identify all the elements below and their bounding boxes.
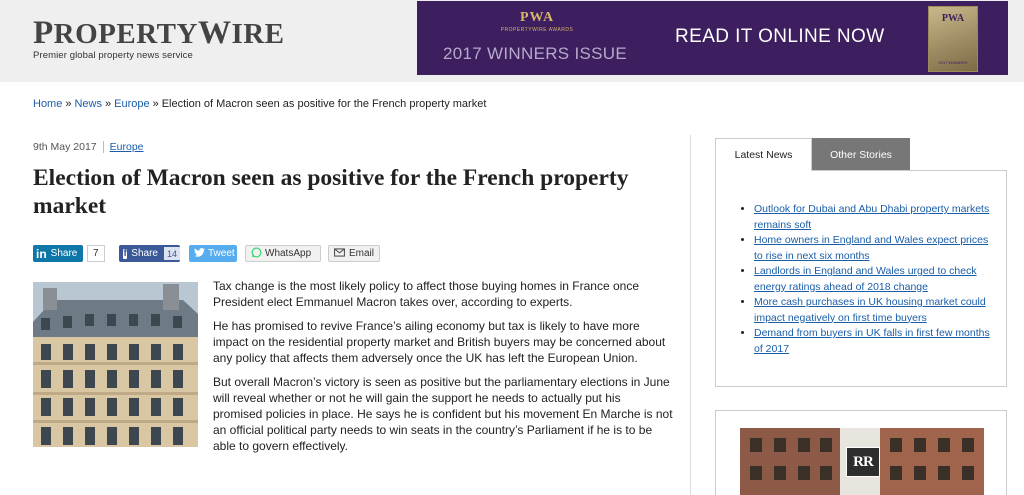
whatsapp-share-label: WhatsApp [265, 248, 312, 259]
news-link[interactable]: • Home owners in England and Wales expect prices to rise in next six months [754, 233, 994, 264]
site-logo[interactable] [33, 15, 285, 61]
rr-logo: RR [846, 447, 880, 477]
sidebar-ad[interactable] [715, 410, 1007, 495]
breadcrumb-separator: » [152, 98, 159, 110]
news-link[interactable]: • Demand from buyers in UK falls in first few months of 2017 [754, 326, 994, 357]
pwa-subtitle: PROPERTYWIRE AWARDS [500, 27, 574, 33]
facebook-icon: f [123, 248, 127, 259]
article-paragraph: But overall Macron’s victory is seen as positive but the parliamentary elections in June will reveal whether or not he will gain the support he needs to actually put his promised policies in place. He says he is confident but his movement En Marche is not an official political party needs to win seats in the country’s Parliament if he is to be able to govern effectively. [213, 375, 673, 453]
whatsapp-icon [251, 247, 262, 261]
breadcrumb-current: Election of Macron seen as positive for the French property market [161, 98, 487, 110]
magazine-cover-image [928, 6, 978, 72]
sidebar-ad-image [740, 428, 984, 495]
breadcrumb-separator: » [65, 98, 72, 110]
linkedin-icon: in [36, 246, 47, 261]
article-paragraph: Tax change is the most likely policy to affect those buying homes in France once President elect Emmanuel Macron takes over, according to experts. [213, 279, 640, 309]
breadcrumb [33, 98, 486, 110]
whatsapp-share-button[interactable] [245, 245, 321, 262]
latest-news-list [754, 202, 994, 357]
tab-latest-news[interactable]: Latest News [715, 138, 812, 171]
column-divider [690, 135, 691, 495]
facebook-share-count: 14 [164, 247, 180, 260]
news-link[interactable]: • Outlook for Dubai and Abu Dhabi property markets remains soft [754, 202, 994, 233]
news-link[interactable]: • Landlords in England and Wales urged to check energy ratings ahead of 2018 change [754, 264, 994, 295]
linkedin-share-button[interactable] [33, 245, 83, 262]
magazine-foot: 2017 WINNERS [938, 60, 968, 65]
breadcrumb-europe[interactable]: Europe [114, 98, 150, 110]
facebook-share-button[interactable] [119, 245, 180, 262]
twitter-tweet-label: Tweet [208, 248, 235, 259]
news-link[interactable]: • More cash purchases in UK housing market could impact negatively on first time buyers [754, 295, 994, 326]
breadcrumb-news[interactable]: News [74, 98, 102, 110]
magazine-title: PWA [941, 13, 965, 24]
pwa-mark: PWA [519, 10, 555, 25]
site-header [0, 0, 1024, 82]
email-share-label: Email [349, 248, 375, 259]
article-body [33, 278, 673, 462]
twitter-tweet-button[interactable] [189, 245, 237, 262]
logo-wordmark: PROPERTYWIRE [33, 15, 285, 51]
article-date: 9th May 2017 [33, 141, 97, 153]
article-meta [33, 141, 144, 153]
pwa-logo [457, 10, 617, 33]
tab-other-stories[interactable]: Other Stories [812, 138, 910, 171]
latest-news-panel [715, 170, 1007, 387]
email-icon [334, 248, 345, 260]
breadcrumb-home[interactable]: Home [33, 98, 63, 110]
article-title: Election of Macron seen as positive for the French property market [33, 165, 629, 219]
facebook-share-label: Share [131, 248, 158, 259]
article-category-link[interactable]: Europe [103, 141, 144, 153]
article-paragraph: He has promised to revive France’s ailing economy but tax is likely to have more impact on the residential property market and British buyers may be concerned about any policy that affects them adversely once the UK has left the European Union. [213, 319, 666, 365]
twitter-icon [194, 248, 205, 260]
email-share-button[interactable] [328, 245, 380, 262]
linkedin-share-label: Share [50, 248, 78, 259]
linkedin-share-count: 7 [87, 245, 105, 262]
breadcrumb-separator: » [104, 98, 112, 110]
awards-banner-ad[interactable] [417, 1, 1008, 75]
banner-issue: 2017 WINNERS ISSUE [443, 44, 627, 63]
banner-cta[interactable]: READ IT ONLINE NOW [675, 26, 885, 47]
logo-tagline: Premier global property news service [33, 50, 193, 61]
